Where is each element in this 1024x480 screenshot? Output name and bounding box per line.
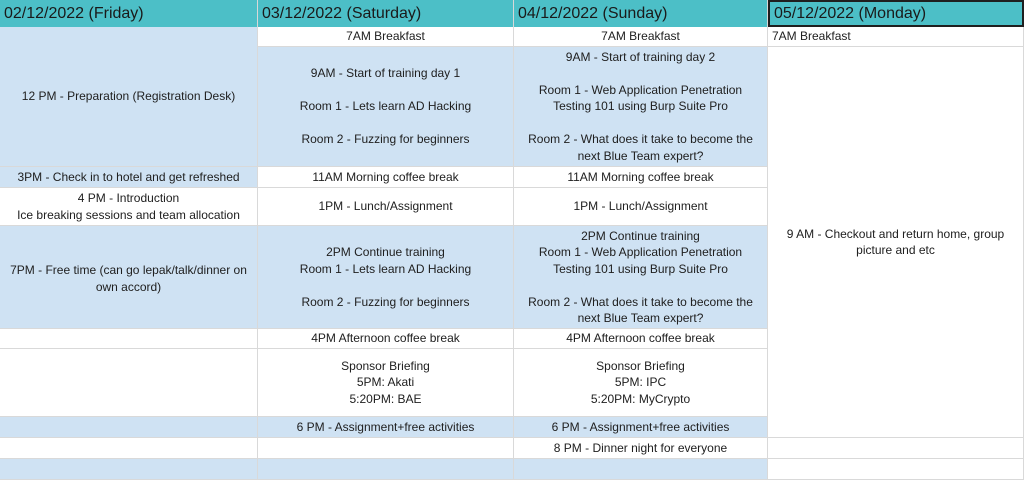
saturday-assignment-cell[interactable] — [258, 417, 514, 438]
saturday-breakfast-text: 7AM Breakfast — [346, 29, 425, 44]
friday-empty-3[interactable] — [0, 417, 258, 438]
sunday-training-text: 9AM - Start of training day 2 Room 1 - Web Application Penetration Testing 101 using Burp Suite Pro Room 2 - What does it take to become the next Blue Team expert? — [528, 49, 753, 163]
monday-empty-1[interactable] — [768, 438, 1024, 459]
sunday-empty-1[interactable] — [514, 459, 768, 480]
sunday-sponsor-text: Sponsor Briefing 5PM: IPC 5:20PM: MyCrypto — [590, 358, 691, 406]
sunday-coffee-pm-cell[interactable] — [514, 329, 768, 349]
header-saturday[interactable]: 03/12/2022 (Saturday) — [258, 0, 514, 27]
sunday-coffee-am-cell[interactable] — [514, 167, 768, 188]
sunday-training-cell[interactable] — [514, 47, 768, 167]
sunday-continue-text: 2PM Continue training Room 1 - Web Application Penetration Testing 101 using Burp Suite Pro Room 2 - What does it take to become the next Blue Team expert? — [528, 228, 753, 325]
sunday-assignment-text: 6 PM - Assignment+free activities — [551, 419, 730, 434]
saturday-breakfast-cell[interactable] — [258, 27, 514, 47]
saturday-lunch-cell[interactable] — [258, 188, 514, 226]
saturday-training-text: 9AM - Start of training day 1 Room 1 - Lets learn AD Hacking Room 2 - Fuzzing for beginners — [299, 66, 472, 147]
sunday-coffee-pm-text: 4PM Afternoon coffee break — [566, 331, 715, 346]
friday-checkin-text: 3PM - Check in to hotel and get refreshed — [17, 169, 240, 184]
friday-free-text: 7PM - Free time (can go lepak/talk/dinner on own accord) — [10, 263, 247, 294]
sunday-assignment-cell[interactable] — [514, 417, 768, 438]
saturday-coffee-am-cell[interactable] — [258, 167, 514, 188]
saturday-lunch-text: 1PM - Lunch/Assignment — [318, 199, 453, 214]
saturday-coffee-pm-cell[interactable] — [258, 329, 514, 349]
monday-breakfast-cell[interactable] — [768, 27, 1024, 47]
sunday-continue-cell[interactable] — [514, 226, 768, 329]
saturday-continue-cell[interactable] — [258, 226, 514, 329]
friday-empty-5[interactable] — [0, 459, 258, 480]
friday-preparation-cell[interactable] — [0, 27, 258, 167]
friday-preparation-text: 12 PM - Preparation (Registration Desk) — [21, 89, 236, 104]
friday-intro-cell[interactable] — [0, 188, 258, 226]
saturday-empty-2[interactable] — [258, 459, 514, 480]
monday-empty-2[interactable] — [768, 459, 1024, 480]
saturday-coffee-pm-text: 4PM Afternoon coffee break — [311, 331, 460, 346]
sunday-coffee-am-text: 11AM Morning coffee break — [567, 169, 714, 184]
saturday-training-cell[interactable] — [258, 47, 514, 167]
monday-breakfast-text: 7AM Breakfast — [772, 29, 851, 44]
sunday-lunch-text: 1PM - Lunch/Assignment — [573, 199, 708, 214]
monday-checkout-text: 9 AM - Checkout and return home, group picture and etc — [786, 226, 1005, 257]
sunday-dinner-text: 8 PM - Dinner night for everyone — [553, 440, 728, 455]
sunday-dinner-cell[interactable] — [514, 438, 768, 459]
sunday-lunch-cell[interactable] — [514, 188, 768, 226]
sunday-breakfast-cell[interactable] — [514, 27, 768, 47]
saturday-coffee-am-text: 11AM Morning coffee break — [312, 169, 459, 184]
friday-free-cell[interactable] — [0, 226, 258, 329]
sunday-breakfast-text: 7AM Breakfast — [601, 29, 680, 44]
header-sunday[interactable]: 04/12/2022 (Sunday) — [514, 0, 768, 27]
header-monday[interactable]: 05/12/2022 (Monday) — [768, 0, 1024, 27]
saturday-sponsor-cell[interactable] — [258, 349, 514, 417]
saturday-empty-1[interactable] — [258, 438, 514, 459]
sunday-sponsor-cell[interactable] — [514, 349, 768, 417]
saturday-assignment-text: 6 PM - Assignment+free activities — [296, 419, 475, 434]
friday-empty-1[interactable] — [0, 329, 258, 349]
monday-checkout-cell[interactable] — [768, 47, 1024, 438]
friday-checkin-cell[interactable] — [0, 167, 258, 188]
saturday-sponsor-text: Sponsor Briefing 5PM: Akati 5:20PM: BAE — [341, 358, 430, 406]
friday-empty-4[interactable] — [0, 438, 258, 459]
header-friday[interactable]: 02/12/2022 (Friday) — [0, 0, 258, 27]
friday-empty-2[interactable] — [0, 349, 258, 417]
saturday-continue-text: 2PM Continue training Room 1 - Lets learn AD Hacking Room 2 - Fuzzing for beginners — [299, 245, 472, 309]
friday-intro-text: 4 PM - Introduction Ice breaking sessions and team allocation — [17, 191, 240, 222]
